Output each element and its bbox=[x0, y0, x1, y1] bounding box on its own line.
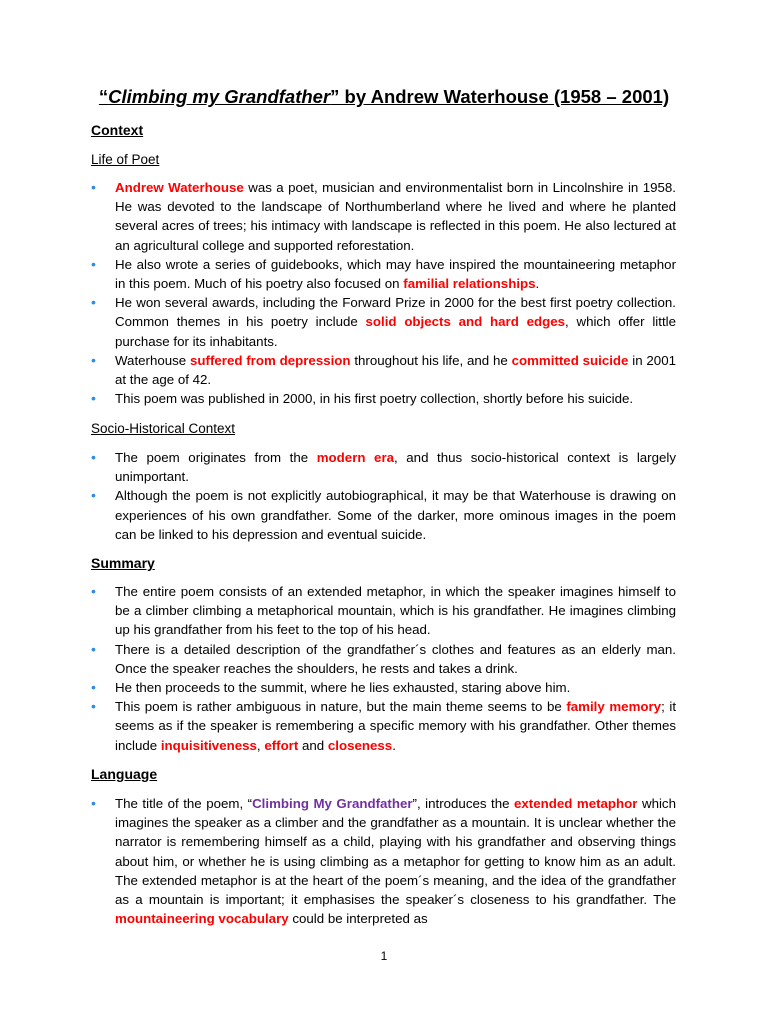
text-run: Although the poem is not explicitly autobiographical, it may be that Waterhouse is drawing on experiences of his own grandfather. Some of the darker, more ominous images in the poem can be linked to his depression and eventual suicide. bbox=[115, 488, 676, 542]
text-run: , which offer little purchase for its inhabitants. bbox=[115, 314, 677, 349]
highlight-keyword: family memory bbox=[566, 699, 662, 715]
text-run: which imagines the speaker as a climber and the grandfather as a mountain. It is unclear whether the narrator is remembering himself as a child, playing with his grandfather and observing things about him, or whether he is using climbing as a metaphor for getting to know him as an adult. The extended metaphor is at the heart of the poem´s meaning, and the idea of the grandfather as a mountain is important; it emphasises the speaker´s closeness to his grandfather. The bbox=[115, 796, 676, 908]
highlight-keyword: solid objects and hard edges bbox=[365, 314, 566, 330]
list-item bbox=[91, 448, 676, 486]
text-run: and bbox=[298, 737, 328, 753]
list-item bbox=[91, 486, 676, 544]
socio-historical-list bbox=[91, 448, 676, 544]
text-run: ; it seems as if the speaker is remembering a specific memory with his grandfather. Other themes include bbox=[115, 699, 677, 753]
language-heading: Language bbox=[91, 766, 158, 782]
language-list bbox=[91, 794, 676, 928]
highlight-keyword: suffered from depression bbox=[190, 352, 351, 368]
text-run: . bbox=[535, 276, 540, 292]
list-item bbox=[91, 293, 676, 351]
list-item bbox=[91, 582, 676, 640]
list-item bbox=[91, 678, 676, 697]
list-item bbox=[91, 389, 676, 408]
highlight-keyword: closeness bbox=[327, 737, 393, 753]
life-of-poet-heading: Life of Poet bbox=[91, 152, 160, 167]
text-run: He won several awards, including the Forward Prize in 2000 for the best first poetry collection. Common themes in his poetry include bbox=[115, 295, 676, 330]
poem-title: Climbing my Grandfather bbox=[108, 86, 331, 107]
text-run: Waterhouse bbox=[115, 352, 190, 368]
list-item bbox=[91, 351, 676, 389]
summary-heading: Summary bbox=[91, 555, 155, 571]
summary-list bbox=[91, 582, 676, 755]
highlight-keyword: modern era bbox=[316, 450, 395, 465]
text-run: He then proceeds to the summit, where he lies exhausted, staring above him. bbox=[115, 680, 571, 696]
list-item bbox=[91, 640, 676, 678]
text-run: He also wrote a series of guidebooks, which may have inspired the mountaineering metaphor in this poem. Much of his poetry also focused on bbox=[115, 256, 676, 292]
text-run: throughout his life, and he bbox=[350, 352, 512, 368]
text-run: There is a detailed description of the grandfather´s clothes and features as an elderly man. Once the speaker reaches the shoulders, he rests and takes a drink. bbox=[115, 641, 676, 676]
text-run: in 2001 at the age of 42. bbox=[115, 352, 676, 388]
highlight-keyword: committed suicide bbox=[511, 352, 629, 368]
document-title: “Climbing my Grandfather” by Andrew Waterhouse (1958 – 2001) bbox=[98, 86, 670, 107]
text-run: was a poet, musician and environmentalist born in Lincolnshire in 1958. He was devoted to the landscape of Northumberland where he lived and where he planted several acres of trees; his intimacy with landscape is reflected in this poem. He also lectured at an agricultural college and supported reforestation. bbox=[115, 180, 676, 253]
highlight-keyword: Andrew Waterhouse bbox=[115, 180, 244, 195]
life-of-poet-list bbox=[91, 178, 676, 408]
highlight-keyword: familial relationships bbox=[403, 276, 536, 292]
list-item bbox=[91, 794, 676, 928]
text-run: The poem originates from the bbox=[115, 450, 317, 465]
highlight-title: Climbing My Grandfather bbox=[252, 796, 413, 811]
socio-historical-heading: Socio-Historical Context bbox=[91, 421, 236, 436]
list-item bbox=[91, 178, 676, 255]
text-run: ”, introduces the bbox=[412, 796, 514, 811]
text-run: The entire poem consists of an extended metaphor, in which the speaker imagines himself to be a climber climbing a metaphorical mountain, which is his grandfather. He imagines climbing up his grandfather from his feet to the top of his head. bbox=[115, 584, 676, 638]
text-run: This poem was published in 2000, in his first poetry collection, shortly before his suicide. bbox=[115, 391, 634, 407]
highlight-keyword: effort bbox=[264, 737, 299, 753]
list-item bbox=[91, 697, 676, 755]
page-number: 1 bbox=[380, 949, 388, 963]
text-run: could be interpreted as bbox=[288, 911, 428, 927]
text-run: , and thus socio-historical context is largely unimportant. bbox=[115, 450, 676, 485]
list-item bbox=[91, 255, 676, 293]
text-run: . bbox=[392, 737, 396, 753]
text-run: The title of the poem, “ bbox=[115, 796, 253, 811]
text-run: This poem is rather ambiguous in nature, but the main theme seems to be bbox=[115, 699, 567, 715]
highlight-keyword: mountaineering vocabulary bbox=[115, 911, 289, 927]
text-run: , bbox=[256, 737, 265, 753]
highlight-keyword: inquisitiveness bbox=[160, 737, 257, 753]
highlight-keyword: extended metaphor bbox=[514, 796, 638, 811]
context-heading: Context bbox=[91, 122, 144, 138]
